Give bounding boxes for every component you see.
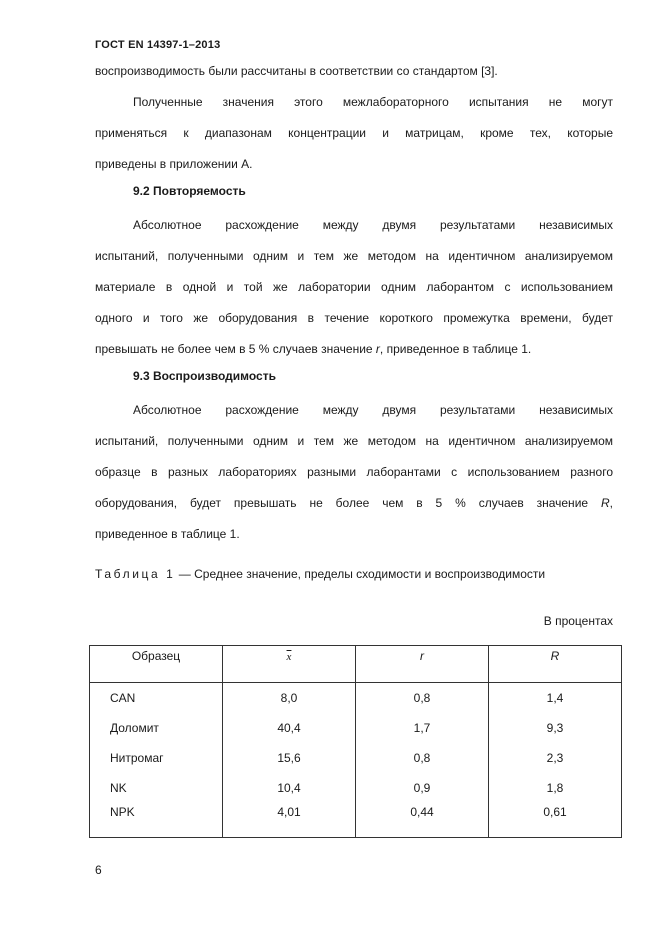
cell-sample: NPK — [90, 803, 223, 838]
header-R: R — [489, 646, 622, 683]
cell-r: 0,8 — [356, 743, 489, 773]
cell-r: 1,7 — [356, 713, 489, 743]
symbol-R: R — [600, 496, 610, 510]
text-line: превышать не более чем в 5 % случаев значение r, приведенное в таблице 1. — [95, 342, 532, 356]
cell-sample: NK — [90, 773, 223, 803]
text-line: Абсолютное расхождение между двумя результатами независимых — [133, 218, 613, 232]
cell-R: 2,3 — [489, 743, 622, 773]
page-number: 6 — [95, 863, 102, 877]
intro-paragraph — [95, 56, 613, 180]
cell-r: 0,44 — [356, 803, 489, 838]
text-line: одного и того же оборудования в течение короткого промежутка времени, будет — [95, 311, 613, 325]
cell-R: 1,4 — [489, 683, 622, 714]
text-line: испытаний, полученными одним и тем же методом на идентичном анализируемом — [95, 249, 613, 263]
text-line: образце в разных лабораториях разными лаборантами с использованием разного — [95, 465, 613, 479]
table-row — [90, 713, 622, 743]
text-line: применяться к диапазонам концентрации и матрицам, кроме тех, которые — [95, 126, 613, 140]
cell-R: 1,8 — [489, 773, 622, 803]
table-caption-label: Таблица 1 — [95, 567, 176, 581]
text-line: воспроизводимость были рассчитаны в соответствии со стандартом [3]. — [95, 64, 498, 78]
header-sample: Образец — [90, 646, 223, 683]
heading-9-2: 9.2 Повторяемость — [133, 184, 246, 198]
table-row — [90, 773, 622, 803]
text-line: оборудования, будет превышать не более чем в 5 % случаев значение R, — [95, 496, 613, 510]
text-line: материале в одной и той же лаборатории одним лаборантом с использованием — [95, 280, 613, 294]
heading-9-3: 9.3 Воспроизводимость — [133, 369, 276, 383]
table-header-row — [90, 646, 622, 683]
cell-sample: Нитромаг — [90, 743, 223, 773]
text-line: приведены в приложении А. — [95, 157, 253, 171]
table-units: В процентах — [543, 614, 613, 628]
text-line: Абсолютное расхождение между двумя результатами независимых — [133, 403, 613, 417]
cell-mean: 15,6 — [223, 743, 356, 773]
cell-R: 0,61 — [489, 803, 622, 838]
table-row — [90, 683, 622, 714]
cell-R: 9,3 — [489, 713, 622, 743]
text-line: приведенное в таблице 1. — [95, 527, 240, 541]
table-caption-text: — Среднее значение, пределы сходимости и воспроизводимости — [175, 567, 546, 581]
cell-mean: 10,4 — [223, 773, 356, 803]
text-line: испытаний, полученными одним и тем же методом на идентичном анализируемом — [95, 434, 613, 448]
data-table — [89, 645, 622, 838]
cell-mean: 40,4 — [223, 713, 356, 743]
standard-code: ГОСТ EN 14397-1–2013 — [95, 39, 221, 51]
cell-r: 0,9 — [356, 773, 489, 803]
cell-sample: Доломит — [90, 713, 223, 743]
paragraph-9-3 — [95, 395, 613, 550]
text-line: Полученные значения этого межлабораторного испытания не могут — [133, 95, 613, 109]
cell-mean: 4,01 — [223, 803, 356, 838]
symbol-r: r — [375, 342, 380, 356]
cell-r: 0,8 — [356, 683, 489, 714]
table-row — [90, 803, 622, 838]
cell-sample: CAN — [90, 683, 223, 714]
header-r: r — [356, 646, 489, 683]
table-caption — [95, 567, 545, 581]
header-mean: $\overline{x}$ — [223, 646, 356, 683]
cell-mean: 8,0 — [223, 683, 356, 714]
paragraph-9-2 — [95, 210, 613, 365]
table-row — [90, 743, 622, 773]
